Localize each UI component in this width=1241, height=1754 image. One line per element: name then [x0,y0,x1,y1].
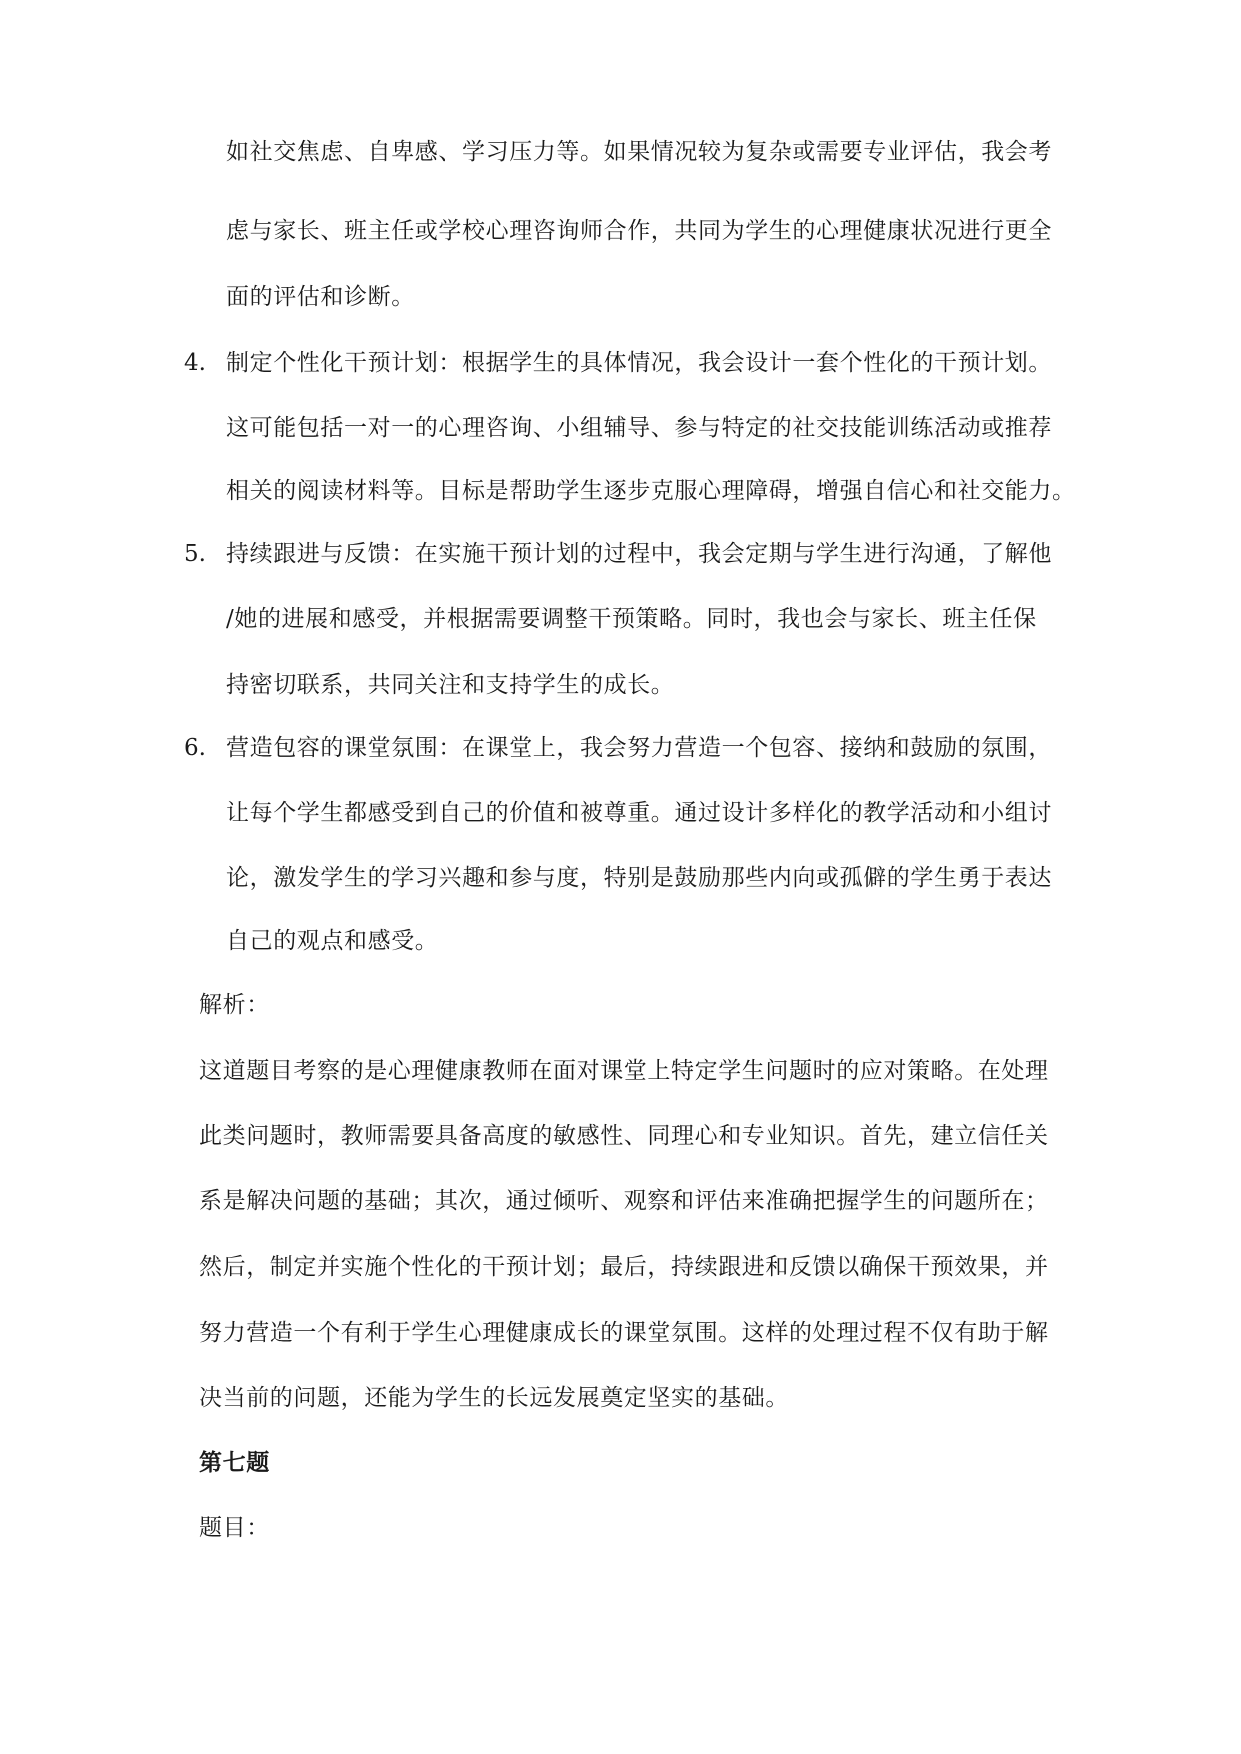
list-item-line: 让每个学生都感受到自己的价值和被尊重。通过设计多样化的教学活动和小组讨 [226,800,1052,826]
continuation-line: 面的评估和诊断。 [226,284,415,310]
list-item-number: 4. [184,350,206,376]
analysis-label: 解析： [199,992,270,1018]
continuation-line: 虑与家长、班主任或学校心理咨询师合作，共同为学生的心理健康状况进行更全 [226,218,1052,244]
analysis-line: 努力营造一个有利于学生心理健康成长的课堂氛围。这样的处理过程不仅有助于解 [199,1320,1049,1346]
list-item-line: 论，激发学生的学习兴趣和参与度，特别是鼓励那些内向或孤僻的学生勇于表达 [226,865,1052,891]
list-item-line: 自己的观点和感受。 [226,928,439,954]
list-item-line: 制定个性化干预计划：根据学生的具体情况，我会设计一套个性化的干预计划。 [226,350,1052,376]
analysis-line: 此类问题时，教师需要具备高度的敏感性、同理心和专业知识。首先，建立信任关 [199,1123,1049,1149]
list-item-line: 相关的阅读材料等。目标是帮助学生逐步克服心理障碍，增强自信心和社交能力。 [226,478,1076,504]
question-label: 题目： [199,1515,270,1541]
list-item-line: 持密切联系，共同关注和支持学生的成长。 [226,672,675,698]
analysis-line: 然后，制定并实施个性化的干预计划；最后，持续跟进和反馈以确保干预效果，并 [199,1254,1049,1280]
analysis-line: 这道题目考察的是心理健康教师在面对课堂上特定学生问题时的应对策略。在处理 [199,1058,1049,1084]
continuation-line: 如社交焦虑、自卑感、学习压力等。如果情况较为复杂或需要专业评估，我会考 [226,139,1052,165]
section-heading: 第七题 [199,1449,270,1476]
list-item-line: 这可能包括一对一的心理咨询、小组辅导、参与特定的社交技能训练活动或推荐 [226,415,1052,441]
analysis-line: 决当前的问题，还能为学生的长远发展奠定坚实的基础。 [199,1385,789,1411]
list-item-number: 6. [184,735,206,761]
analysis-line: 系是解决问题的基础；其次，通过倾听、观察和评估来准确把握学生的问题所在； [199,1188,1049,1214]
list-item-line: /她的进展和感受，并根据需要调整干预策略。同时，我也会与家长、班主任保 [226,606,1037,632]
list-item-line: 营造包容的课堂氛围：在课堂上，我会努力营造一个包容、接纳和鼓励的氛围， [226,735,1052,761]
list-item-number: 5. [184,541,206,567]
list-item-line: 持续跟进与反馈：在实施干预计划的过程中，我会定期与学生进行沟通，了解他 [226,541,1052,567]
